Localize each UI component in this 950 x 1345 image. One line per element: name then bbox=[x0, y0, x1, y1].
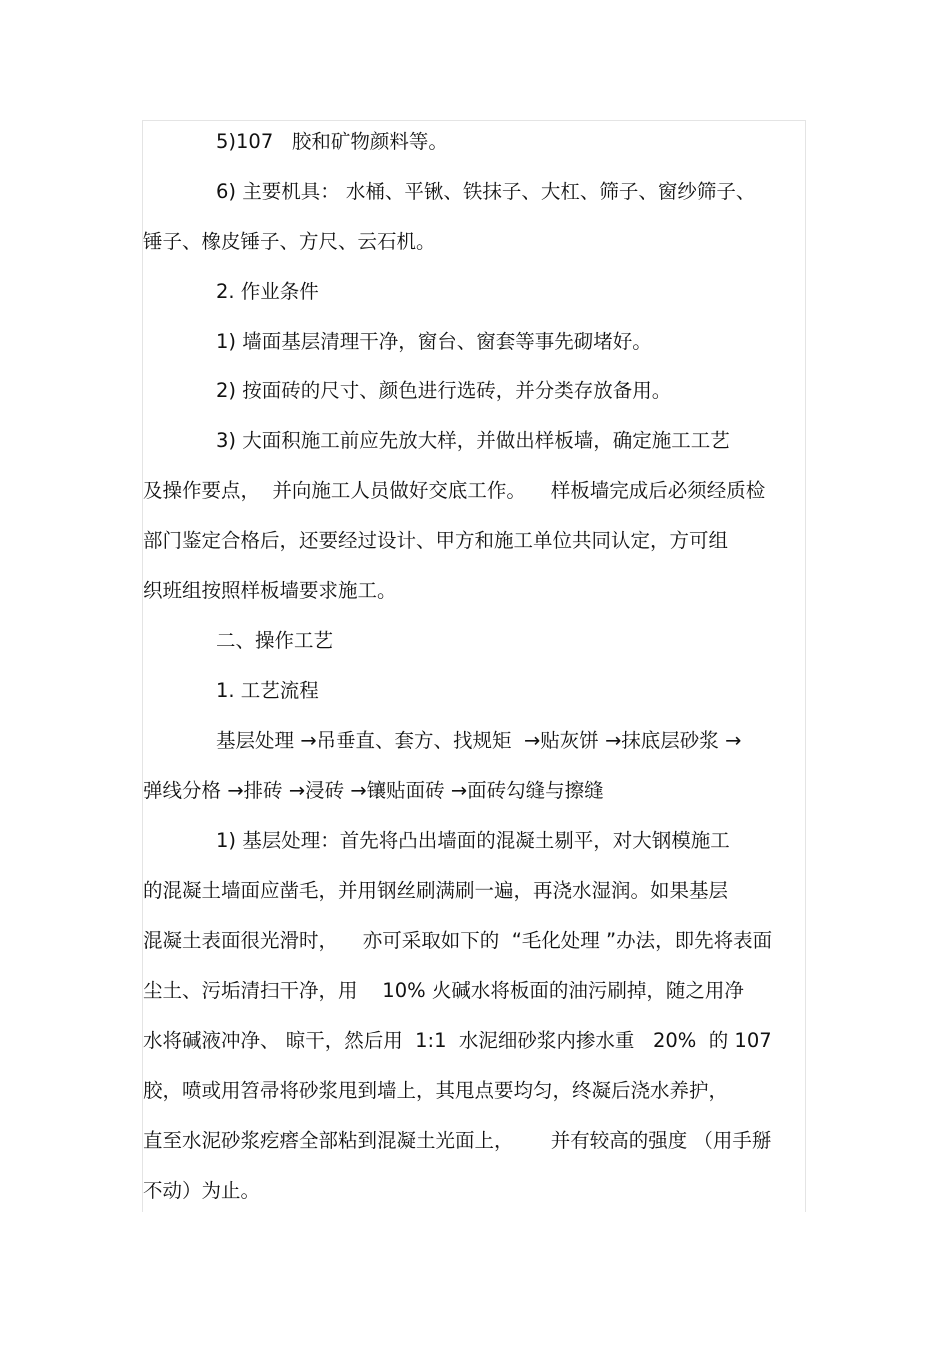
section-heading: 二、操作工艺 bbox=[216, 629, 334, 652]
text-line: 胶，喷或用笤帚将砂浆甩到墙上，其甩点要均匀，终凝后浇水养护， bbox=[143, 1079, 729, 1102]
text-line: 基层处理 →吊垂直、套方、找规矩 →贴灰饼 →抹底层砂浆 → bbox=[216, 729, 742, 752]
text-line: 混凝土表面很光滑时， 亦可采取如下的 “毛化处理 ”办法，即先将表面 bbox=[143, 929, 773, 952]
text-line: 不动）为止。 bbox=[143, 1179, 261, 1202]
text-line: 5)107 胶和矿物颜料等。 bbox=[216, 130, 448, 153]
text-line: 锤子、橡皮锤子、方尺、云石机。 bbox=[143, 230, 436, 253]
text-line: 尘土、污垢清扫干净，用 10% 火碱水将板面的油污刷掉，随之用净 bbox=[143, 979, 744, 1002]
text-line: 3) 大面积施工前应先放大样，并做出样板墙，确定施工工艺 bbox=[216, 429, 730, 452]
text-line: 弹线分格 →排砖 →浸砖 →镶贴面砖 →面砖勾缝与擦缝 bbox=[143, 779, 604, 802]
text-line: 1) 基层处理：首先将凸出墙面的混凝土剔平，对大钢模施工 bbox=[216, 829, 730, 852]
text-line: 织班组按照样板墙要求施工。 bbox=[143, 579, 397, 602]
section-heading: 1. 工艺流程 bbox=[216, 679, 319, 702]
text-line: 水将碱液冲净、 晾干，然后用 1:1 水泥细砂浆内掺水重 20% 的 107 bbox=[143, 1029, 772, 1052]
text-line: 及操作要点， 并向施工人员做好交底工作。 样板墙完成后必须经质检 bbox=[143, 479, 766, 502]
text-line: 1) 墙面基层清理干净，窗台、窗套等事先砌堵好。 bbox=[216, 330, 652, 353]
text-line: 6) 主要机具： 水桶、平锹、铁抹子、大杠、筛子、窗纱筛子、 bbox=[216, 180, 756, 203]
text-line: 的混凝土墙面应凿毛，并用钢丝刷满刷一遍，再浇水湿润。如果基层 bbox=[143, 879, 729, 902]
text-line: 直至水泥砂浆疙瘩全部粘到混凝土光面上， 并有较高的强度 （用手掰 bbox=[143, 1129, 772, 1152]
section-heading: 2. 作业条件 bbox=[216, 280, 319, 303]
text-line: 部门鉴定合格后，还要经过设计、甲方和施工单位共同认定，方可组 bbox=[143, 529, 729, 552]
text-line: 2) 按面砖的尺寸、颜色进行选砖，并分类存放备用。 bbox=[216, 379, 672, 402]
